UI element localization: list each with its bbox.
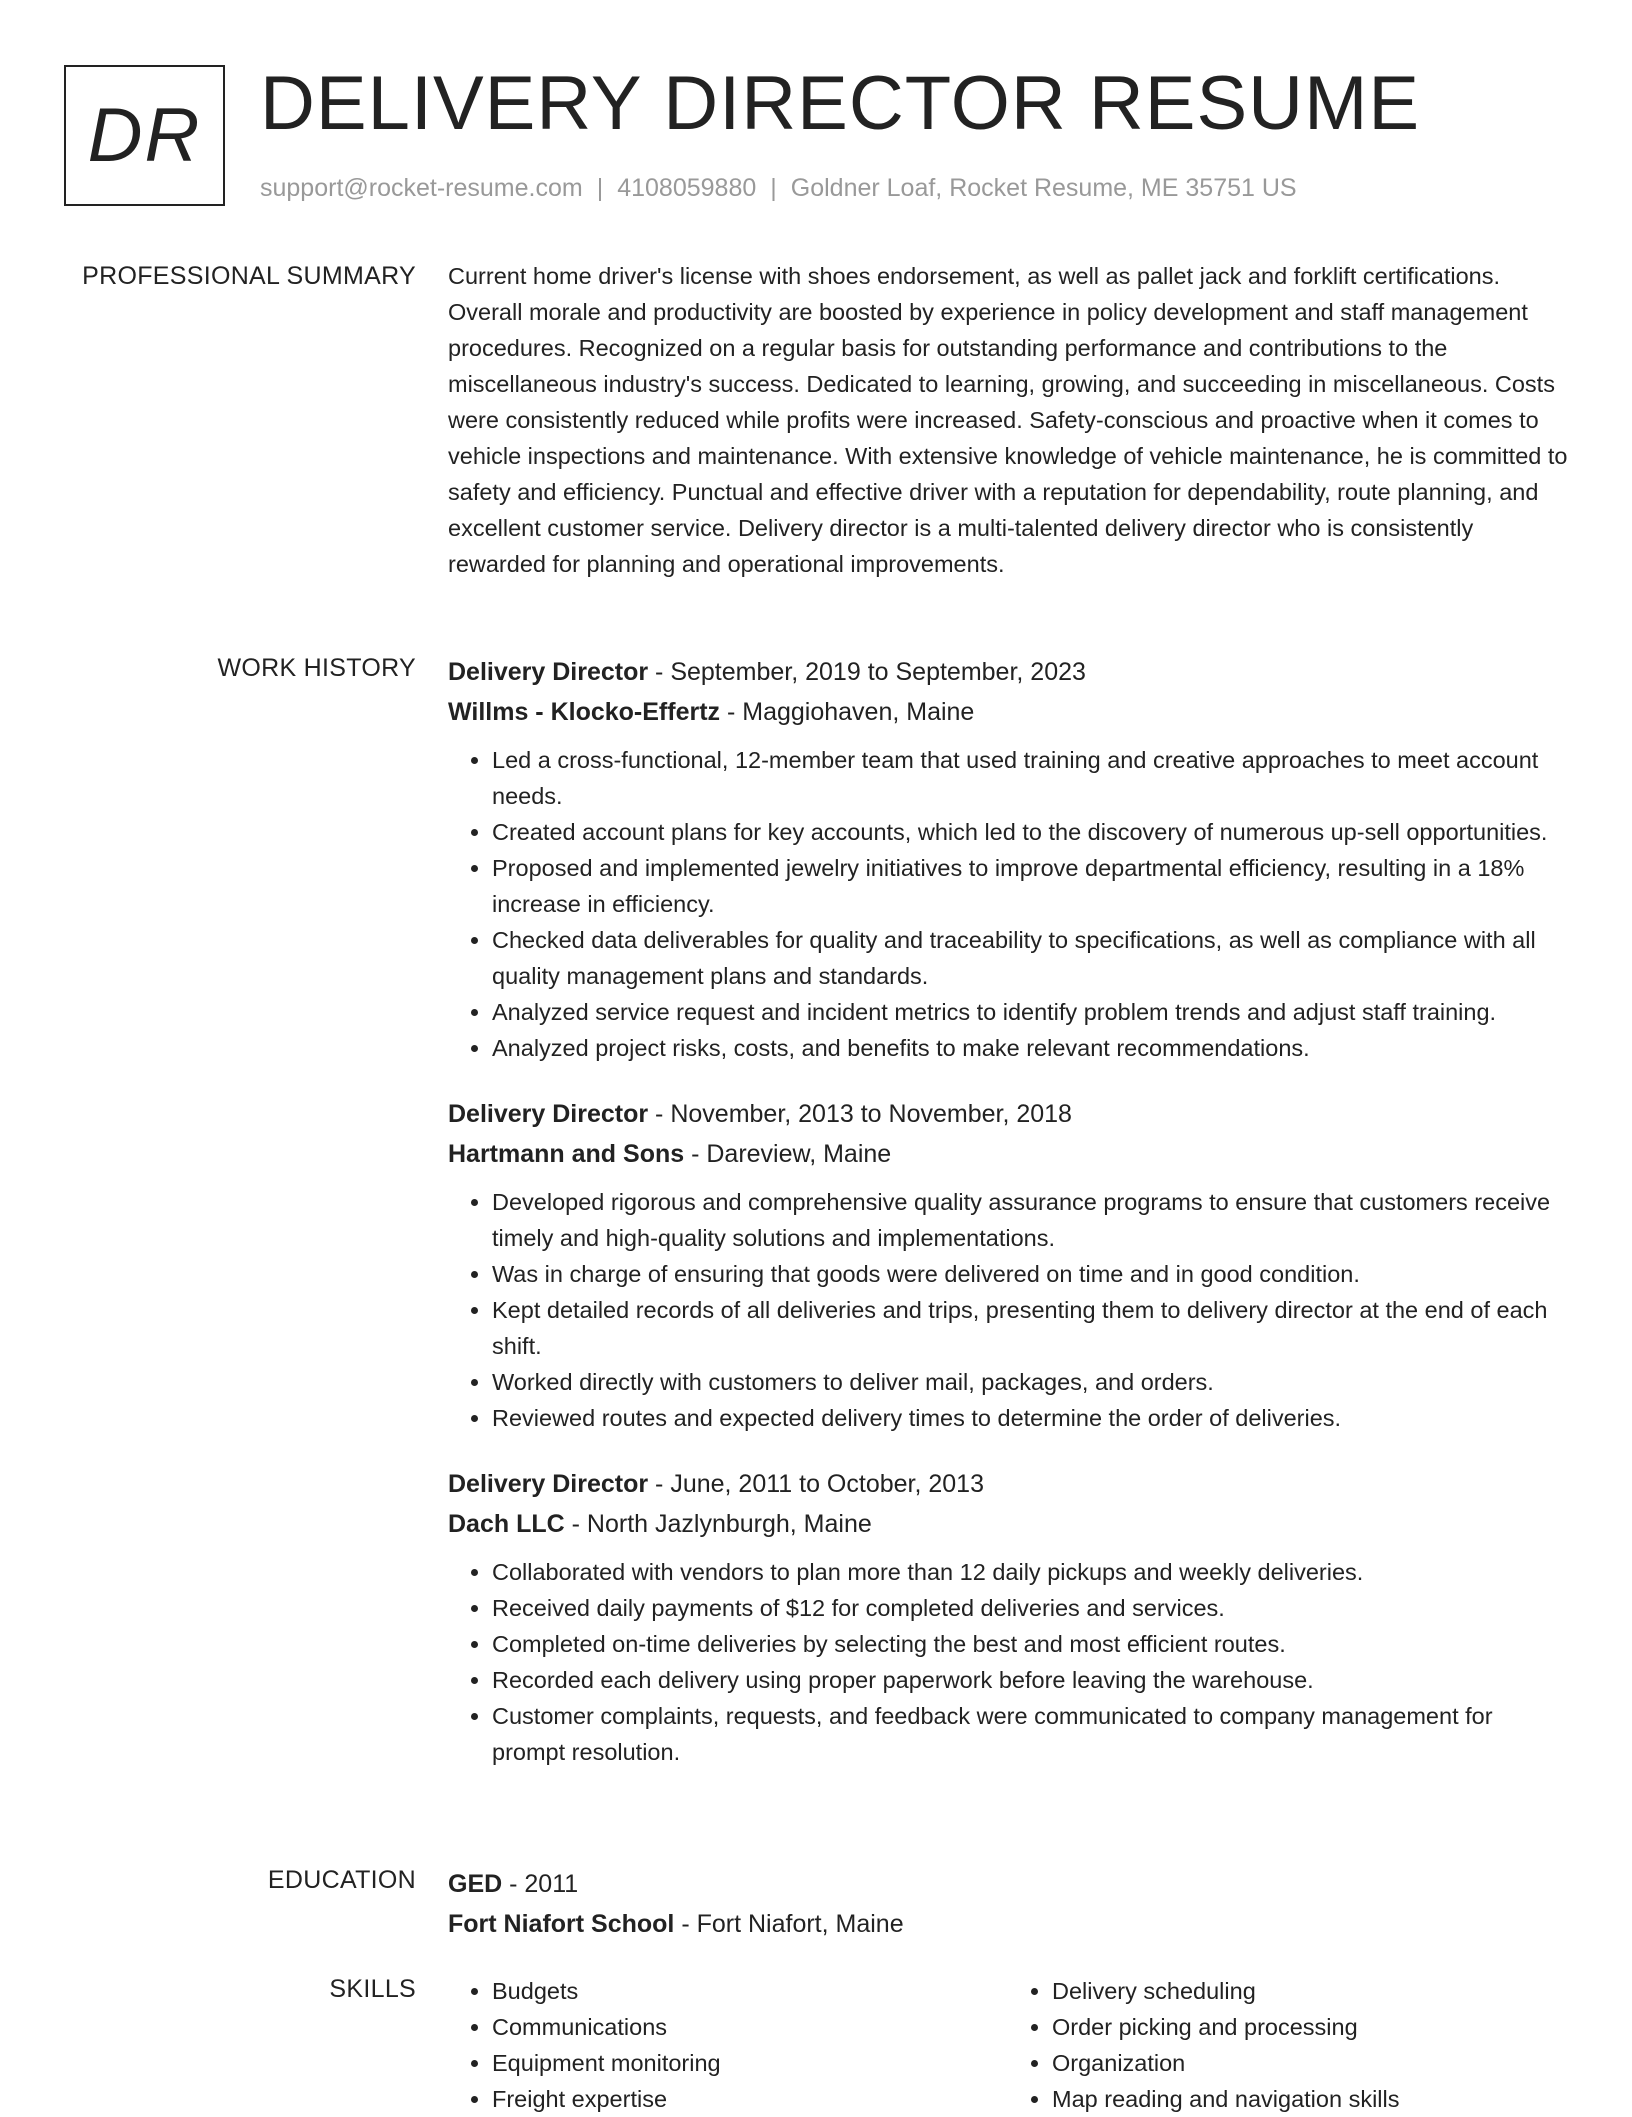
job-company: Dach LLC bbox=[448, 1510, 565, 1538]
list-item: • Kept detailed records of all deliveries and trips, presenting them to delivery director at the end of each shift. bbox=[492, 1292, 1568, 1364]
job-company-line bbox=[448, 1504, 1568, 1544]
job-location: - North Jazlynburgh, Maine bbox=[564, 1510, 872, 1538]
skills-list-left bbox=[448, 1973, 1008, 2117]
contact-address: Goldner Loaf, Rocket Resume, ME 35751 US bbox=[790, 174, 1297, 202]
section-label-education: EDUCATION bbox=[267, 1866, 416, 1894]
skills-columns bbox=[448, 1973, 1568, 2117]
list-item: • Map reading and navigation skills bbox=[1052, 2081, 1568, 2117]
list-item: • Budgets bbox=[492, 1973, 1008, 2009]
job-location: - Dareview, Maine bbox=[684, 1140, 892, 1168]
list-item: • Completed on-time deliveries by selecting the best and most efficient routes. bbox=[492, 1626, 1568, 1662]
list-item: • Worked directly with customers to deliver mail, packages, and orders. bbox=[492, 1364, 1568, 1400]
education-location: - Fort Niafort, Maine bbox=[674, 1910, 904, 1938]
job-entry bbox=[448, 1094, 1568, 1436]
job-title: Delivery Director bbox=[448, 1100, 649, 1128]
job-bullets bbox=[448, 1554, 1568, 1770]
education-degree-line bbox=[448, 1864, 1568, 1904]
skills-list-right bbox=[1008, 1973, 1568, 2117]
job-entry bbox=[448, 1464, 1568, 1770]
list-item: • Developed rigorous and comprehensive quality assurance programs to ensure that customers receive timely and high-quality solutions and implementations. bbox=[492, 1184, 1568, 1256]
list-item: • Delivery scheduling bbox=[1052, 1973, 1568, 2009]
education-school-line bbox=[448, 1904, 1568, 1944]
section-label-summary: PROFESSIONAL SUMMARY bbox=[82, 262, 416, 290]
job-company-line bbox=[448, 692, 1568, 732]
education-school: Fort Niafort School bbox=[448, 1910, 675, 1938]
job-title: Delivery Director bbox=[448, 658, 649, 686]
contact-phone[interactable]: 4108059880 bbox=[617, 174, 757, 202]
contact-line bbox=[260, 174, 1297, 203]
list-item: • Communications bbox=[492, 2009, 1008, 2045]
job-title: Delivery Director bbox=[448, 1470, 649, 1498]
job-dates: - June, 2011 to October, 2013 bbox=[648, 1470, 984, 1498]
list-item: • Organization bbox=[1052, 2045, 1568, 2081]
resume-header bbox=[64, 61, 1584, 214]
job-title-line bbox=[448, 1094, 1568, 1134]
list-item: • Recorded each delivery using proper paperwork before leaving the warehouse. bbox=[492, 1662, 1568, 1698]
education-degree: GED bbox=[448, 1870, 503, 1898]
list-item: • Customer complaints, requests, and feedback were communicated to company management for prompt resolution. bbox=[492, 1698, 1568, 1770]
list-item: • Proposed and implemented jewelry initiatives to improve departmental efficiency, resulting in a 18% increase in efficiency. bbox=[492, 850, 1568, 922]
section-label-work-history: WORK HISTORY bbox=[217, 654, 416, 682]
job-title-line bbox=[448, 1464, 1568, 1504]
job-company: Hartmann and Sons bbox=[448, 1140, 685, 1168]
summary-text: Current home driver's license with shoes endorsement, as well as pallet jack and forklift certifications. Overall morale and productivity are boosted by experience in policy development and staff management procedures. Recognized on a regular basis for outstanding performance and contributions to the miscellaneous industry's success. Dedicated to learning, growing, and succeeding in miscellaneous. Costs were consistently reduced while profits were increased. Safety-conscious and proactive when it comes to vehicle inspections and maintenance. With extensive knowledge of vehicle maintenance, he is committed to safety and efficiency. Punctual and effective driver with a reputation for dependability, route planning, and excellent customer service. Delivery director is a multi-talented delivery director who is consistently rewarded for planning and operational improvements. bbox=[448, 263, 1568, 577]
section-label-skills: SKILLS bbox=[329, 1975, 416, 2003]
list-item: • Created account plans for key accounts, which led to the discovery of numerous up-sell opportunities. bbox=[492, 814, 1568, 850]
list-item: • Reviewed routes and expected delivery times to determine the order of deliveries. bbox=[492, 1400, 1568, 1436]
list-item: • Checked data deliverables for quality and traceability to specifications, as well as compliance with all quality management plans and standards. bbox=[492, 922, 1568, 994]
job-company-line bbox=[448, 1134, 1568, 1174]
job-entry bbox=[448, 652, 1568, 1066]
job-dates: - September, 2019 to September, 2023 bbox=[648, 658, 1086, 686]
page-title: DELIVERY DIRECTOR RESUME bbox=[260, 61, 1421, 146]
job-dates: - November, 2013 to November, 2018 bbox=[648, 1100, 1072, 1128]
list-item: • Analyzed project risks, costs, and benefits to make relevant recommendations. bbox=[492, 1030, 1568, 1066]
list-item: • Collaborated with vendors to plan more than 12 daily pickups and weekly deliveries. bbox=[492, 1554, 1568, 1590]
list-item: • Received daily payments of $12 for completed deliveries and services. bbox=[492, 1590, 1568, 1626]
contact-separator: | bbox=[596, 174, 604, 202]
job-title-line bbox=[448, 652, 1568, 692]
list-item: • Analyzed service request and incident metrics to identify problem trends and adjust staff training. bbox=[492, 994, 1568, 1030]
list-item: • Freight expertise bbox=[492, 2081, 1008, 2117]
list-item: • Led a cross-functional, 12-member team that used training and creative approaches to meet account needs. bbox=[492, 742, 1568, 814]
job-bullets bbox=[448, 742, 1568, 1066]
job-bullets bbox=[448, 1184, 1568, 1436]
monogram-box: DR bbox=[64, 65, 225, 206]
list-item: • Order picking and processing bbox=[1052, 2009, 1568, 2045]
contact-separator: | bbox=[770, 174, 777, 202]
job-company: Willms - Klocko-Effertz bbox=[448, 698, 721, 726]
job-location: - Maggiohaven, Maine bbox=[720, 698, 975, 726]
contact-email[interactable]: support@rocket-resume.com bbox=[260, 174, 583, 202]
list-item: • Was in charge of ensuring that goods were delivered on time and in good condition. bbox=[492, 1256, 1568, 1292]
list-item: • Equipment monitoring bbox=[492, 2045, 1008, 2081]
education-year: - 2011 bbox=[502, 1870, 579, 1898]
